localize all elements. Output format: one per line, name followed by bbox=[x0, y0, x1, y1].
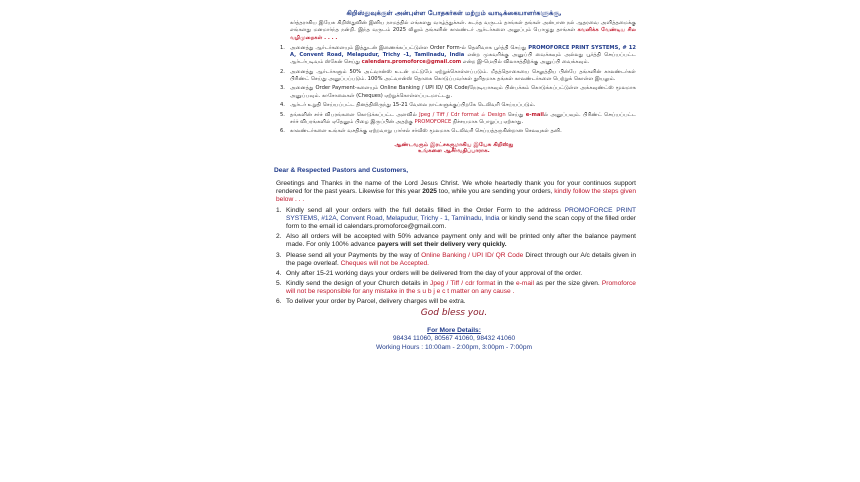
tamil-intro-text: கர்த்தராகிய இயேசு கிறிஸ்துவின் இனிய நாமத்தில் எங்களது வாழ்த்துக்கள். கடந்த வருடம் தாங்கள் தங்கள் அன்பான நல் ஆதரவை அளித்தமைக்கு எங்களது மனமார்ந்த நன்றி. இந்த வருடம் 2025 லிலும் தங்களின் காலண்டர் ஆர்டர்களை அனுப்பும் பொழுது தாங்கள் bbox=[290, 20, 636, 34]
tamil-instructions-list bbox=[272, 45, 636, 136]
english-item-3: 3. Please send all your Payments by the way of Online Banking / UPI ID/ QR Code Direct through our A/c details given in the page overleaf. Cheques will not be Accepted. bbox=[276, 251, 637, 267]
tamil-item-1: 1. அனைத்து ஆர்டர்களையும் இத்துடன் இணைக்கப்பட்டுள்ள Order Form-ல் தெளிவாக பூர்த்தி செய்து PROMOFORCE PRINT SYSTEMS, # 12 A, Convent Road, Melapudur, Trichy -1, Tamilnadu, India என்ற முகவரிக்கு அனுப்பி வைக்கவும் அல்லது பூர்த்தி செய்யப்பட்ட ஆர்டர்படிவம் ஸ்கேன் செய்து calendars.promoforce@gmail.com என்ற இ-மெயில் விலாசத்திற்க்கு அனுப்பி வைக்கவும். bbox=[280, 44, 636, 66]
contact-header: For More Details: bbox=[427, 327, 481, 335]
english-item-6: 6. To deliver your order by Parcel, delivery charges will be extra. bbox=[276, 298, 466, 306]
tamil-blessing-line-1: ஆண்டவரும் இரட்சகருமாகிய இயேசு கிறிஸ்து bbox=[394, 141, 514, 148]
tamil-blessing-line-2: உங்களை ஆசீர்வதிப்பாராக. bbox=[418, 148, 490, 155]
tamil-item-3: 3. அனைத்து Order Payment-களையும் Online Banking / UPI ID/ QR Code/நேரடியாகவும் பின்பக்கம் கொடுக்கப்பட்டுள்ள அக்கவுண்ட்ஸ் மூலமாக அனுப்பவும். காசோலைகள் (Cheques) ஏற்றுக்கொள்ளப்படமாட்டது. bbox=[280, 85, 636, 99]
tamil-blessing bbox=[272, 142, 636, 155]
english-item-1: 1. Kindly send all your orders with the full details filled in the Order Form to the address PROMOFORCE PRINT SYSTEMS, #12A, Convent Road, Melapudur, Trichy - 1, Tamilnadu, India or kindly send the scan copy of the filled order form to the email id calendars.promoforce@gmail.com. bbox=[276, 207, 636, 231]
english-item-2-bold: payers will set their delivery very quickly. bbox=[377, 241, 507, 249]
contact-hours: Working Hours : 10:00am - 2:00pm, 3:00pm - 7:00pm bbox=[375, 343, 532, 351]
english-item-5-email: e-mail bbox=[516, 279, 534, 287]
english-intro: Greetings and Thanks in the name of the Lord Jesus Christ. We whole heartedly thank you for your continuos support rendered for the past years. Likewise for this year 2025 too, while you are sending your orders, kindly follow the steps given below . . . bbox=[276, 179, 636, 203]
tamil-item-6: 6. காலண்டர்களை உங்கள் வசதிக்கு ஏற்றவாறு பார்சல் சர்வீஸ் மூலமாக டெலிவரி செய்யத்தருகின்றான செலவுகள் தனி. bbox=[280, 128, 562, 135]
english-item-3-methods: Online Banking / UPI ID/ QR Code bbox=[421, 251, 524, 259]
english-item-5-format: Jpeg / Tiff / cdr format bbox=[430, 279, 496, 287]
english-item-1-address: PROMOFORCE PRINT SYSTEMS, #12A, Convent Road, Melapudur, Trichy - 1, Tamilnadu, India bbox=[286, 207, 636, 223]
english-item-5-disclaimer: Promoforce will not be responsible for any mistake in the s u b j e c t matter on any cause . bbox=[286, 279, 636, 295]
english-instructions-list bbox=[272, 207, 636, 306]
english-item-3-cheques: Cheques will not be Accepted. bbox=[340, 259, 429, 267]
tamil-title: கிறிஸ்துவுக்குள் அன்புள்ள போதகர்கள் மற்றும் வாடிக்கையாளர்களுக்கு, bbox=[346, 9, 562, 17]
english-intro-year: 2025 bbox=[422, 187, 437, 195]
tamil-item-1-address: PROMOFORCE PRINT SYSTEMS, # 12 A, Convent Road, Melapudur, Trichy -1, Tamilnadu, India bbox=[290, 44, 636, 59]
contact-phones: 98434 11060, 80567 41060, 98432 41060 bbox=[392, 335, 516, 343]
english-item-5: 5. Kindly send the design of your Church details in Jpeg / Tiff / cdr format in the e-mail as per the size given. Promoforce will not be responsible for any mistake in the s u b j e c t matter on any cause . bbox=[276, 279, 636, 295]
english-item-4: 4. Only after 15-21 working days your orders will be delivered from the day of your approval of the order. bbox=[276, 269, 583, 277]
tamil-item-5-brand: PROMOFORCE bbox=[414, 118, 452, 125]
notice-page bbox=[272, 4, 636, 352]
english-item-2: 2. Also all orders will be accepted with 50% advance payment only and will be printed only after the balance payment made. For only 100% advance payers will set their delivery very quickly. bbox=[276, 233, 636, 249]
english-greeting: Dear & Respected Pastors and Customers, bbox=[274, 166, 409, 174]
tamil-item-1-email: calendars.promoforce@gmail.com bbox=[361, 59, 462, 66]
tamil-item-5-email: e-mail bbox=[525, 111, 544, 118]
english-blessing: God bless you. bbox=[420, 308, 488, 319]
tamil-item-5: 5. தங்களின் சர்ச் விபரங்களை கொடுக்கப்பட்ட அளவில் Jpeg / Tiff / Cdr format ல் Design செய்து e-mailல் அனுப்பவும். பிரிண்ட் செய்யப்பட்ட சர்ச் விபரங்களில் ஏதேனும் பிழை இருப்பின் அதற்கு PROMOFORCE நிச்சயமாக பொறுப்பு ஏற்காது. bbox=[280, 111, 636, 125]
tamil-intro bbox=[290, 20, 636, 42]
english-intro-highlight: kindly follow the steps given below . . . bbox=[276, 187, 636, 203]
tamil-item-2: 2. அனைத்து ஆர்டர்களும் 50% அட்வான்ஸ் உடன் மட்டுமே ஏற்றுக்கொள்ளப்படும். மீதத்தொகையை செலுத்திய பின்பே தங்களின் காலண்டர்கள் பிரிண்ட் செய்து அனுப்பப்படும். 100% அட்வான்ஸ் தொகை கொடுப்பவர்கள் துரிதமாக தங்கள் காலண்டர்களை பெற்றுக் கொள்ள இயலும். bbox=[280, 68, 636, 82]
contact-block bbox=[272, 327, 636, 352]
tamil-intro-highlight: கவனிக்க வேண்டிய சில வழிமுறைகள் . . . . bbox=[290, 27, 637, 41]
tamil-item-5-format: Jpeg / Tiff / Cdr format ல் Design bbox=[419, 111, 506, 118]
tamil-item-4: 4. ஆர்டர் உறுதி செய்யப்பட்ட தினத்திலிருந்து 15-21 வேலை நாட்களுக்குப்பிறகே டெலிவரி செய்யப்படும். bbox=[280, 102, 536, 109]
